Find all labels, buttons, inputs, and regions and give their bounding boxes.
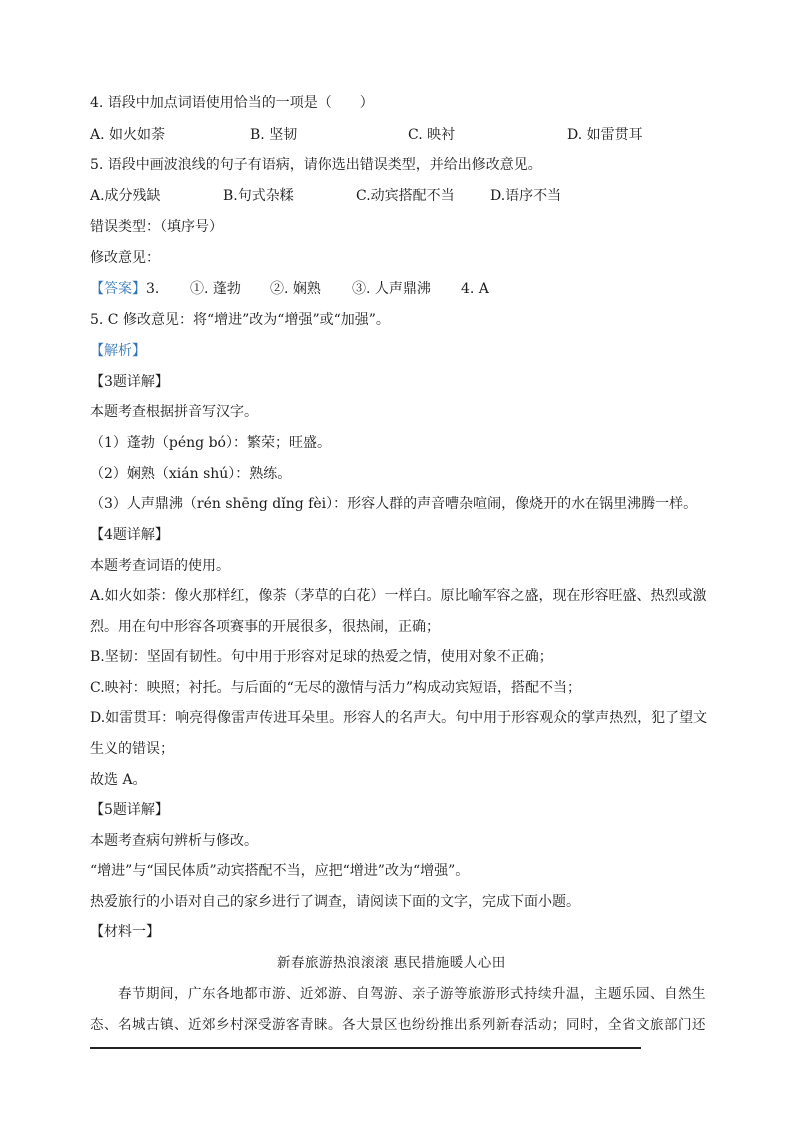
material-title: 新春旅游热浪滚滚 惠民措施暖人心田 [277,955,506,971]
q5-option-d: D.语序不当 [490,188,562,204]
q4-detail-heading: 【4题详解】 [90,527,169,543]
q5-detail-line: “增进”与“国民体质”动宾搭配不当，应把“增进”改为“增强”。 [90,863,470,879]
answer-tag: 【答案】 [90,281,146,297]
q4-option-d: D. 如雷贯耳 [567,127,643,143]
answer-item-2: ②. 娴熟 [270,281,321,297]
q4-detail-line: A.如火如荼：像火那样红，像荼（茅草的白花）一样白。原比喻军容之盛，现在形容旺盛、热烈或激 [90,588,707,604]
q5-detail-line: 本题考查病句辨析与修改。 [90,833,258,849]
material-body-line: 态、名城古镇、近郊乡村深受游客青睐。各大景区也纷纷推出系列新春活动；同时，全省文旅部门还 [90,1017,706,1033]
q3-detail-heading: 【3题详解】 [90,374,169,390]
q3-detail-line: 本题考查根据拼音写汉字。 [90,404,258,420]
q3-detail-line: （2）娴熟（xián shú）：熟练。 [90,466,292,482]
q5-stem: 5. 语段中画波浪线的句子有语病，请你选出错误类型，并给出修改意见。 [90,157,542,173]
page-footer-rule [90,1047,641,1049]
q4-detail-line: D.如雷贯耳：响亮得像雷声传进耳朵里。形容人的名声大。句中用于形容观众的掌声热烈，犯了望文 [90,710,708,726]
answer-item-1: ①. 蓬勃 [190,281,241,297]
q3-detail-line: （3）人声鼎沸（rén shēng dǐng fèi）：形容人群的声音嘈杂喧闹，像烧开的水在锅里沸腾一样。 [90,496,698,512]
q4-detail-line: 本题考查词语的使用。 [90,558,230,574]
material-body-line: 春节期间，广东各地都市游、近郊游、自驾游、亲子游等旅游形式持续升温，主题乐园、自然生 [118,986,706,1002]
q4-detail-line: C.映衬：映照；衬托。与后面的“无尽的激情与活力”构成动宾短语，搭配不当； [90,680,581,696]
answer-q4: 4. A [461,281,489,297]
material-intro: 热爱旅行的小语对自己的家乡进行了调查，请阅读下面的文字，完成下面小题。 [90,894,580,910]
q5-option-a: A.成分残缺 [90,188,161,204]
q4-option-a: A. 如火如荼 [90,127,166,143]
q3-detail-line: （1）蓬勃（péng bó）：繁荣；旺盛。 [90,435,331,451]
q4-option-c: C. 映衬 [408,127,456,143]
answer-item-3: ③. 人声鼎沸 [352,281,431,297]
q4-detail-line: 生义的错误； [90,741,174,757]
q5-detail-heading: 【5题详解】 [90,802,169,818]
q4-stem: 4. 语段中加点词语使用恰当的一项是（ ） [90,95,374,111]
answer-q3-number: 3. [146,281,160,297]
q4-detail-line: 故选 A。 [90,772,147,788]
q4-option-b: B. 坚韧 [250,127,298,143]
material-heading: 【材料一】 [90,924,160,940]
answer-q5: 5. C 修改意见：将“增进”改为“增强”或“加强”。 [90,312,390,328]
analysis-tag: 【解析】 [90,343,146,359]
q5-option-b: B.句式杂糅 [223,188,294,204]
answer-line [90,280,159,298]
q5-fix-label: 修改意见： [90,250,160,266]
q4-detail-line: 烈。用在句中形容各项赛事的开展很多，很热闹，正确； [90,619,440,635]
q4-detail-line: B.坚韧：坚固有韧性。句中用于形容对足球的热爱之情，使用对象不正确； [90,649,553,665]
q5-error-type: 错误类型：（填序号） [90,219,223,235]
q5-option-c: C.动宾搭配不当 [356,188,455,204]
